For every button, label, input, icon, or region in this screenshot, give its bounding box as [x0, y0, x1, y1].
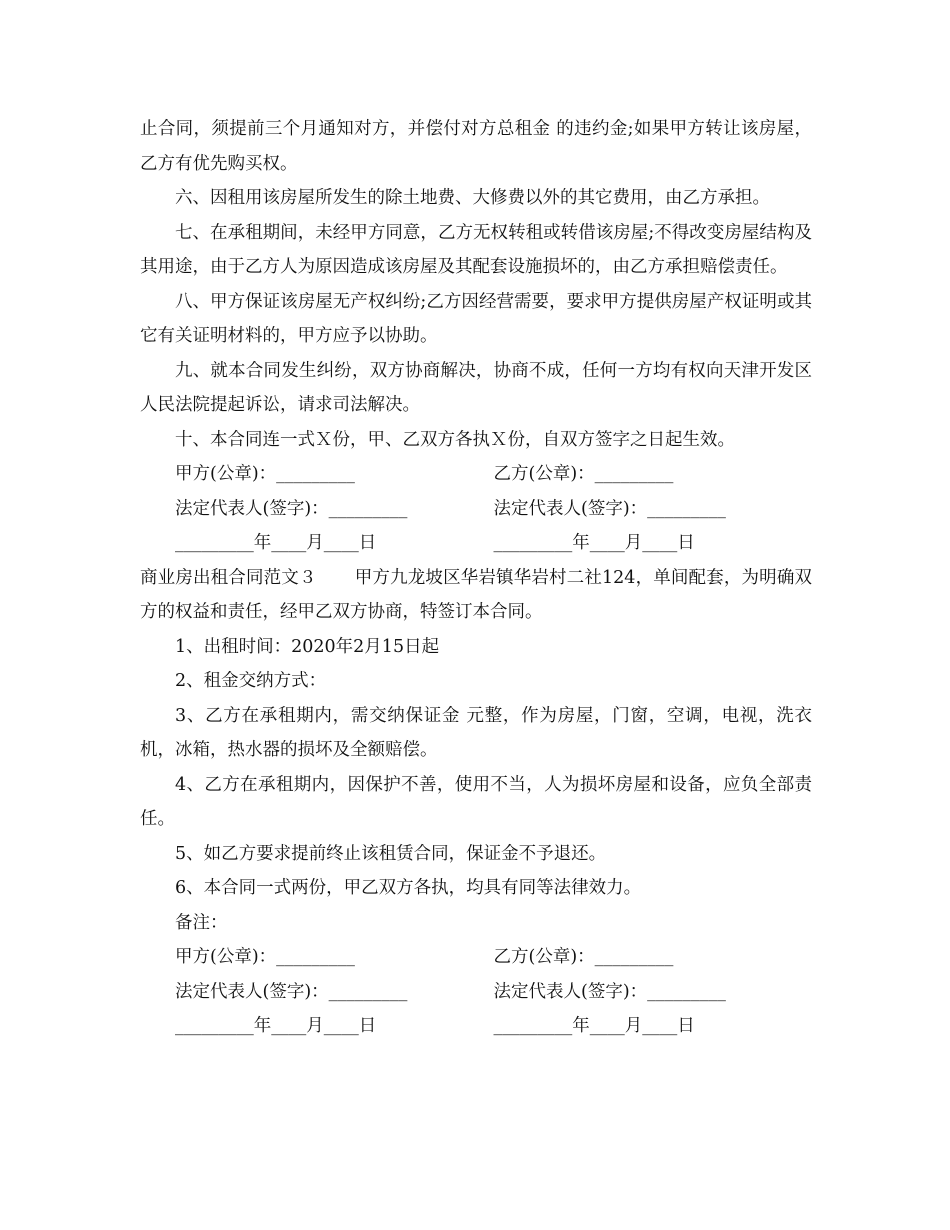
item-remarks: 备注： — [175, 912, 228, 933]
signature-row-representative — [140, 492, 812, 527]
item-payment-method: 2、租金交纳方式： — [175, 671, 327, 691]
party-a-representative-line-2: 法定代表人(签字)：_________ — [175, 981, 408, 1002]
signature-row-seal — [140, 457, 812, 492]
section-3-intro — [140, 561, 812, 630]
item-copies: 6、本合同一式两份，甲乙双方各执，均具有同等法律效力。 — [175, 878, 642, 898]
paragraph-clause-6: 六、因租用该房屋所发生的除土地费、大修费以外的其它费用，由乙方承担。 — [175, 188, 770, 208]
item-deposit: 3、乙方在承租期内，需交纳保证金 元整，作为房屋，门窗，空调，电视，洗衣机，冰箱，热水器的损坏及全额赔偿。 — [140, 705, 812, 760]
signature-row-representative-2 — [140, 975, 812, 1010]
party-a-date-line-2: _________年____月____日 — [175, 1016, 377, 1036]
paragraph-termination-clause: 止合同，须提前三个月通知对方，并偿付对方总租金 的违约金;如果甲方转让该房屋，乙方有优先购买权。 — [140, 119, 812, 174]
paragraph-clause-10: 十、本合同连一式Ｘ份，甲、乙双方各执Ｘ份，自双方签字之日起生效。 — [175, 429, 735, 450]
party-a-representative-line: 法定代表人(签字)：_________ — [175, 498, 408, 519]
party-b-representative-line-2: 法定代表人(签字)：_________ — [493, 981, 726, 1002]
item-damage-liability: 4、乙方在承租期内，因保护不善，使用不当，人为损坏房屋和设备，应负全部责任。 — [140, 774, 812, 829]
signature-row-date — [140, 526, 812, 561]
signature-row-seal-2 — [140, 940, 812, 975]
party-b-representative-line: 法定代表人(签字)：_________ — [493, 498, 726, 519]
party-a-date-line: _________年____月____日 — [175, 533, 377, 553]
signature-row-date-2 — [140, 1009, 812, 1044]
party-a-seal-line: 甲方(公章)：_________ — [175, 464, 355, 484]
section-3-intro-text: 甲方九龙坡区华岩镇华岩村二社124，单间配套，为明确双方的权益和责任，经甲乙双方协商，特签订本合同。 — [140, 567, 813, 622]
party-a-seal-line-2: 甲方(公章)：_________ — [175, 947, 355, 967]
party-b-date-line: _________年____月____日 — [493, 533, 695, 553]
party-b-date-line-2: _________年____月____日 — [493, 1016, 695, 1036]
section-3-heading: 商业房出租合同范文３ — [140, 567, 317, 588]
party-b-seal-line: 乙方(公章)：_________ — [493, 464, 674, 484]
item-early-termination: 5、如乙方要求提前终止该租赁合同，保证金不予退还。 — [175, 843, 607, 864]
document-page — [140, 112, 812, 1044]
paragraph-clause-9: 九、就本合同发生纠纷，双方协商解决，协商不成，任何一方均有权向天津开发区人民法院提起诉讼，请求司法解决。 — [140, 360, 812, 415]
paragraph-clause-7: 七、在承租期间，未经甲方同意，乙方无权转租或转借该房屋;不得改变房屋结构及其用途，由于乙方人为原因造成该房屋及其配套设施损坏的，由乙方承担赔偿责任。 — [140, 222, 812, 277]
party-b-seal-line-2: 乙方(公章)：_________ — [493, 947, 674, 967]
item-rental-time: 1、出租时间：2020年2月15日起 — [175, 636, 440, 657]
paragraph-clause-8: 八、甲方保证该房屋无产权纠纷;乙方因经营需要，要求甲方提供房屋产权证明或其它有关证明材料的，甲方应予以协助。 — [140, 291, 812, 346]
